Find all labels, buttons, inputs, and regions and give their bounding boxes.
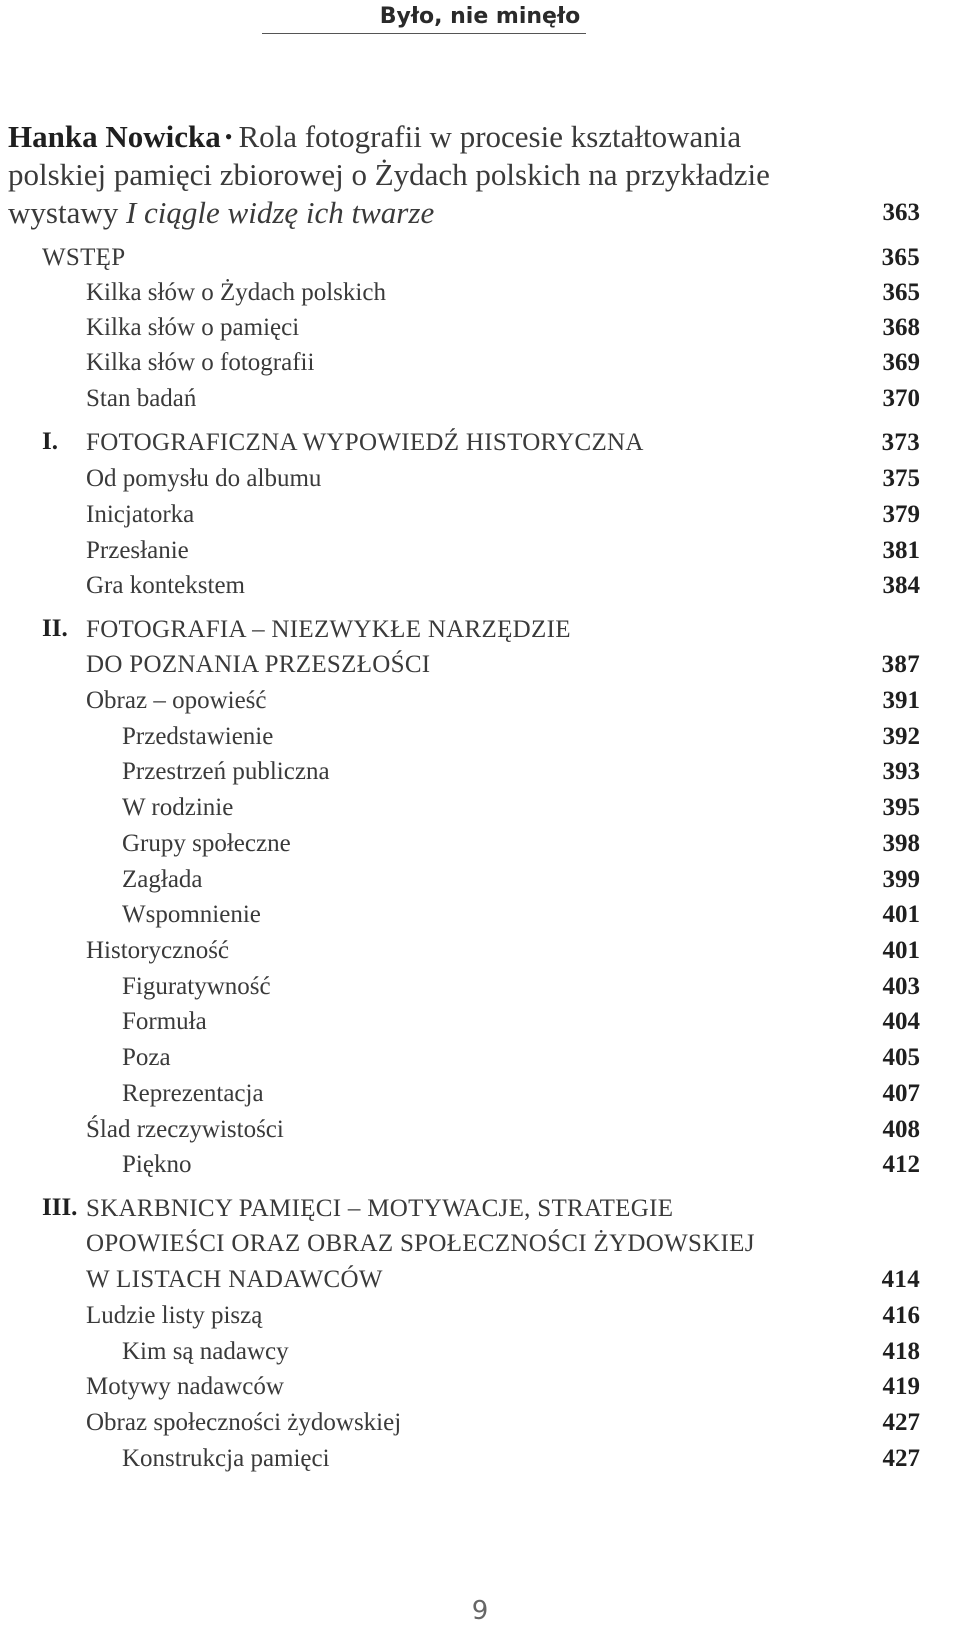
toc-chapter[interactable]: SKARBNICY PAMIĘCI – MOTYWACJE, STRATEGIE [86, 1195, 674, 1222]
toc-entry[interactable]: Od pomysłu do albumu 375 [86, 465, 920, 492]
toc-subentry[interactable]: Przestrzeń publiczna 393 [122, 758, 920, 785]
toc-subentry[interactable]: Zagłada 399 [122, 866, 920, 893]
article-title-part-3: wystawy [8, 195, 126, 230]
article-title-line-1 [8, 118, 920, 156]
article-page-number: 363 [882, 199, 920, 226]
toc-subentry[interactable]: Kim są nadawcy 418 [122, 1338, 920, 1365]
toc-chapter[interactable]: FOTOGRAFICZNA WYPOWIEDŹ HISTORYCZNA 373 [86, 429, 920, 456]
toc-entry[interactable]: Kilka słów o Żydach polskich 365 [86, 279, 920, 306]
toc-subentry[interactable]: Reprezentacja 407 [122, 1080, 920, 1107]
chapter-number: I. [42, 428, 58, 455]
toc-subentry[interactable]: Konstrukcja pamięci 427 [122, 1445, 920, 1472]
article-author: Hanka Nowicka [8, 119, 221, 154]
article-title-line-2: polskiej pamięci zbiorowej o Żydach polskich na przykładzie [8, 157, 770, 192]
toc-entry[interactable]: Motywy nadawców 419 [86, 1373, 920, 1400]
toc-entry[interactable]: Gra kontekstem 384 [86, 572, 920, 599]
toc-entry[interactable]: WSTĘP 365 [42, 244, 920, 271]
toc-subentry[interactable]: Figuratywność 403 [122, 973, 920, 1000]
toc-subentry[interactable]: W rodzinie 395 [122, 794, 920, 821]
toc-chapter-continued[interactable]: OPOWIEŚCI ORAZ OBRAZ SPOŁECZNOŚCI ŻYDOWSKIEJ [86, 1230, 755, 1257]
toc-subentry[interactable]: Formuła 404 [122, 1008, 920, 1035]
toc-chapter-continued[interactable]: W LISTACH NADAWCÓW 414 [86, 1266, 920, 1293]
toc-subentry[interactable]: Wspomnienie 401 [122, 901, 920, 928]
page-number: 9 [471, 1596, 489, 1626]
toc-subentry[interactable]: Piękno 412 [122, 1151, 920, 1178]
chapter-number: III. [42, 1194, 78, 1221]
article-title-part-1: Rola fotografii w procesie kształtowania [238, 119, 742, 154]
bullet-separator: • [224, 124, 233, 149]
toc-subentry[interactable]: Poza 405 [122, 1044, 920, 1071]
toc-entry[interactable]: Historyczność 401 [86, 937, 920, 964]
chapter-number: II. [42, 615, 68, 642]
toc-entry[interactable]: Ślad rzeczywistości 408 [86, 1116, 920, 1143]
article-title-line-3 [8, 194, 920, 232]
toc-subentry[interactable]: Przedstawienie 392 [122, 723, 920, 750]
toc-subentry[interactable]: Grupy społeczne 398 [122, 830, 920, 857]
toc-entry[interactable]: Inicjatorka 379 [86, 501, 920, 528]
running-header [0, 4, 960, 32]
toc-entry[interactable]: Obraz – opowieść 391 [86, 687, 920, 714]
article-title-block [8, 118, 920, 232]
toc-entry[interactable]: Ludzie listy piszą 416 [86, 1302, 920, 1329]
toc-chapter[interactable]: FOTOGRAFIA – NIEZWYKŁE NARZĘDZIE [86, 616, 571, 643]
exhibition-title: I ciągle widzę ich twarze [125, 195, 435, 230]
toc-entry[interactable]: Stan badań 370 [86, 385, 920, 412]
toc-entry[interactable]: Kilka słów o fotografii 369 [86, 349, 920, 376]
toc-chapter-continued[interactable]: DO POZNANIA PRZESZŁOŚCI 387 [86, 651, 920, 678]
running-header-title: Było, nie minęło [379, 4, 581, 29]
toc-entry[interactable]: Przesłanie 381 [86, 537, 920, 564]
toc-entry[interactable]: Obraz społeczności żydowskiej 427 [86, 1409, 920, 1436]
header-rule [262, 33, 586, 34]
toc-entry[interactable]: Kilka słów o pamięci 368 [86, 314, 920, 341]
